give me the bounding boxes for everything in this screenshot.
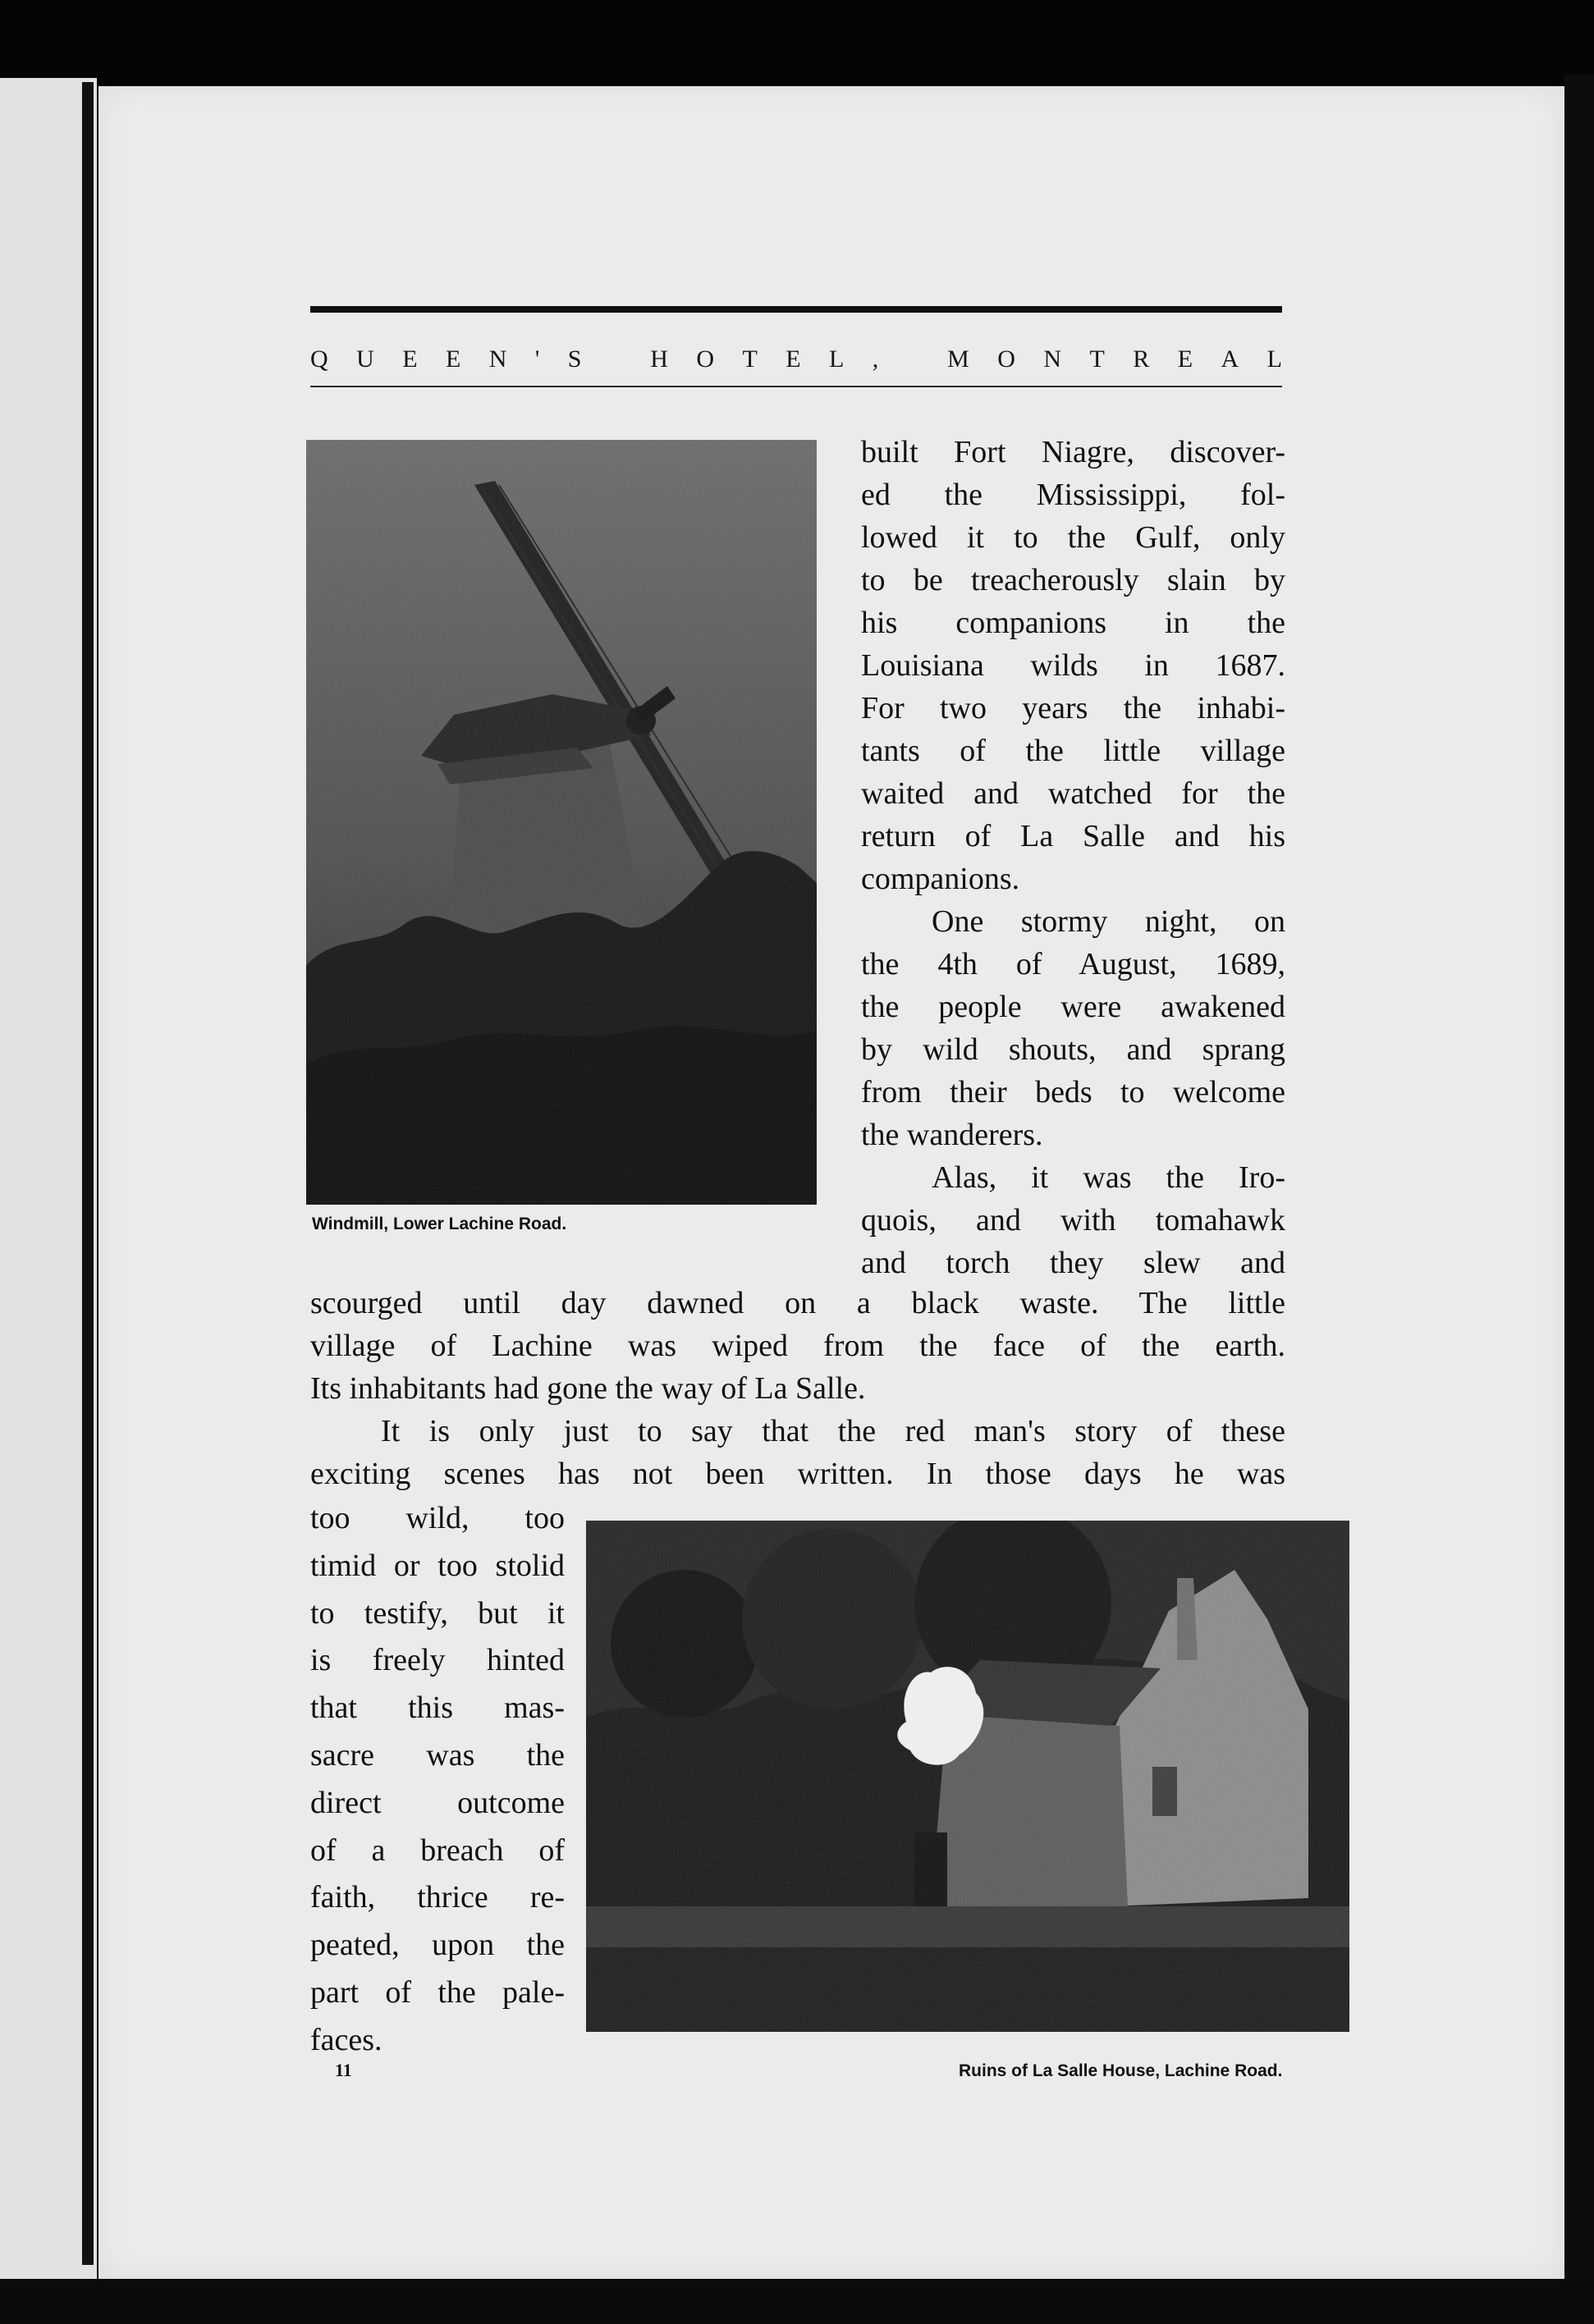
text-line: the wanderers.	[861, 1118, 1043, 1152]
left-column-text	[310, 1495, 565, 2065]
running-head-letter: O	[997, 345, 1015, 373]
running-head-letter: H	[650, 345, 668, 373]
running-head-letter: E	[786, 345, 801, 373]
text-line: built Fort Niagre, discover-	[861, 435, 1285, 469]
text-line: to be treacherously slain by	[861, 563, 1285, 597]
house-ruins-illustration	[586, 1521, 1349, 2032]
scan-border-top	[0, 0, 1594, 86]
text-line: tants of the little village	[861, 734, 1285, 768]
text-line: by wild shouts, and sprang	[861, 1032, 1285, 1067]
text-line: Louisiana wilds in 1687.	[861, 648, 1285, 683]
text-line: is freely hinted	[310, 1643, 565, 1678]
running-head-gap	[907, 345, 919, 373]
running-head-letter: N	[488, 345, 507, 373]
running-head-letter: Q	[310, 345, 328, 373]
text-line: the people were awakened	[861, 990, 1285, 1024]
text-line: the 4th of August, 1689,	[861, 947, 1285, 981]
text-line: and torch they slew and	[861, 1246, 1285, 1280]
house-caption: Ruins of La Salle House, Lachine Road.	[959, 2061, 1283, 2080]
text-line: It is only just to say that the red man's story of these	[381, 1414, 1285, 1448]
text-line: sacre was the	[310, 1737, 565, 1773]
text-line: exciting scenes has not been written. In those days he was	[310, 1457, 1285, 1491]
running-head-letter: R	[1133, 345, 1150, 373]
running-head-letter: U	[356, 345, 374, 373]
text-line: lowed it to the Gulf, only	[861, 520, 1285, 555]
text-line: part of the pale-	[310, 1974, 565, 2010]
text-line: Alas, it was the Iro-	[932, 1160, 1285, 1195]
scan-border-right	[1564, 74, 1594, 2324]
running-head-letter: E	[1177, 345, 1193, 373]
text-line: direct outcome	[310, 1785, 565, 1820]
text-line: faces.	[310, 2022, 382, 2057]
running-head-letter: O	[696, 345, 715, 373]
text-line: ed the Mississippi, fol-	[861, 478, 1285, 512]
text-line: waited and watched for the	[861, 776, 1285, 811]
text-line: peated, upon the	[310, 1928, 565, 1963]
text-line: to testify, but it	[310, 1595, 565, 1631]
running-head-letter: '	[534, 345, 540, 373]
right-column-text	[861, 431, 1285, 1284]
text-line: One stormy night, on	[932, 904, 1285, 939]
text-line: his companions in the	[861, 606, 1285, 640]
binding-shadow	[82, 82, 94, 2265]
running-head-letter: L	[1266, 345, 1282, 373]
text-line: timid or too stolid	[310, 1548, 565, 1583]
windmill-illustration	[306, 440, 817, 1205]
text-line: quois, and with tomahawk	[861, 1203, 1285, 1237]
running-head-letter: T	[742, 345, 758, 373]
text-line: too wild, too	[310, 1501, 565, 1535]
text-line: Its inhabitants had gone the way of La Salle.	[310, 1371, 866, 1406]
running-head-letter: S	[567, 345, 582, 373]
page-number: 11	[335, 2060, 352, 2080]
header-rule-top	[310, 306, 1282, 313]
windmill-photo	[306, 440, 817, 1205]
text-line: companions.	[861, 862, 1020, 896]
running-head-gap	[610, 345, 622, 373]
scan-border-bottom	[0, 2279, 1594, 2324]
text-line: from their beds to welcome	[861, 1075, 1285, 1109]
text-line: village of Lachine was wiped from the face of the earth.	[310, 1329, 1285, 1363]
text-line: that this mas-	[310, 1690, 565, 1726]
text-line: For two years the inhabi-	[861, 691, 1285, 725]
running-head-letter: M	[947, 345, 969, 373]
full-width-text	[310, 1282, 1285, 1495]
running-head-letter: E	[402, 345, 418, 373]
text-line: return of La Salle and his	[861, 819, 1285, 853]
text-line: faith, thrice re-	[310, 1880, 565, 1915]
running-head-letter: ,	[872, 345, 879, 373]
running-head-letter: E	[445, 345, 461, 373]
running-head	[310, 335, 1282, 384]
header-rule-bottom	[310, 386, 1282, 387]
text-line: scourged until day dawned on a black waste. The little	[310, 1286, 1285, 1320]
running-head-letter: N	[1043, 345, 1062, 373]
running-head-letter: L	[829, 345, 845, 373]
running-head-letter: A	[1221, 345, 1239, 373]
house-ruins-photo	[586, 1521, 1349, 2032]
text-line: of a breach of	[310, 1832, 565, 1868]
windmill-caption: Windmill, Lower Lachine Road.	[312, 1215, 567, 1233]
running-head-letter: T	[1089, 345, 1105, 373]
